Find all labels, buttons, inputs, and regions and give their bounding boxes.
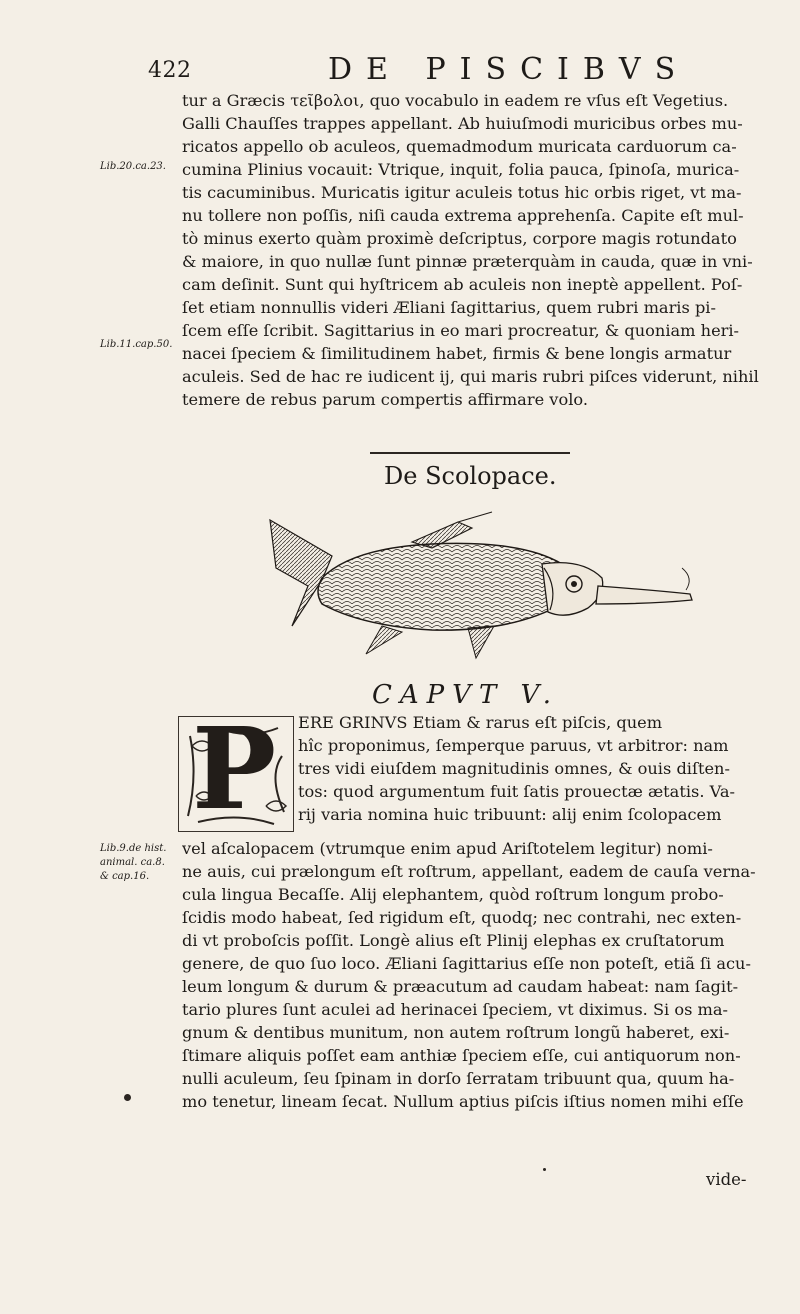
- margin-note: animal. ca.8.: [100, 857, 165, 868]
- text-line: genere, de quo ſuo loco. Æliani ſagittarius eſſe non poteſt, etiã ſi acu-: [182, 954, 751, 973]
- ink-spot: [543, 1168, 546, 1171]
- text-line: cumina Plinius vocauit: Vtrique, inquit, folia pauca, ſpinoſa, murica-: [182, 160, 740, 179]
- text-line: cam deſinit. Sunt qui hyſtricem ab aculeis non ineptè appellent. Poſ-: [182, 275, 743, 294]
- text-line: tres vidi eiuſdem magnitudinis omnes, & ouis diſten-: [298, 759, 730, 778]
- text-line: Galli Chauſſes trappes appellant. Ab huiuſmodi muricibus orbes mu-: [182, 114, 743, 133]
- text-line: ſet etiam nonnullis videri Æliani ſagittarius, quem rubri maris pi-: [182, 298, 716, 317]
- text-line: ſtimare aliquis poſſet eam anthiæ ſpeciem eſſe, cui antiquorum non-: [182, 1046, 741, 1065]
- text-line: vel aſcalopacem (vtrumque enim apud Ariſtotelem legitur) nomi-: [182, 839, 713, 858]
- text-line: ERE GRINVS Etiam & rarus eſt piſcis, quem: [298, 713, 663, 732]
- text-line: tur a Græcis τεῖβολοι, quo vocabulo in eadem re vſus eſt Vegetius.: [182, 91, 729, 110]
- text-line: aculeis. Sed de hac re iudicent ij, qui maris rubri piſces viderunt, nihil: [182, 367, 759, 386]
- text-line: nulli aculeum, ſeu ſpinam in dorſo ſerratam tribuunt qua, quum ha-: [182, 1069, 735, 1088]
- page-number: 422: [148, 58, 192, 83]
- ink-spot: [124, 1094, 131, 1101]
- text-line: temere de rebus parum compertis affirmare volo.: [182, 390, 588, 409]
- text-line: ſcem eſſe ſcribit. Sagittarius in eo mari procreatur, & quoniam heri-: [182, 321, 740, 340]
- text-line: nacei ſpeciem & ſimilitudinem habet, firmis & bene longis armatur: [182, 344, 732, 363]
- text-line: tos: quod argumentum fuit ſatis prouectæ ætatis. Va-: [298, 782, 735, 801]
- margin-note: & cap.16.: [100, 871, 150, 882]
- text-line: leum longum & durum & præacutum ad caudam habeat: nam ſagit-: [182, 977, 739, 996]
- text-line: hîc proponimus, ſemperque paruus, vt arbitror: nam: [298, 736, 729, 755]
- catchword: vide-: [706, 1170, 747, 1189]
- margin-note: Lib.9.de hist.: [100, 843, 167, 854]
- text-line: di vt proboſcis poſſit. Longè alius eſt Plinij elephas ex cruſtatorum: [182, 931, 725, 950]
- initial-letter: P: [192, 704, 277, 835]
- text-line: ne auis, cui prælongum eſt roſtrum, appellant, eadem de cauſa verna-: [182, 862, 756, 881]
- text-line: tis cacuminibus. Muricatis igitur aculeis totus hic orbis riget, vt ma-: [182, 183, 742, 202]
- text-line: ſcidis modo habeat, ſed rigidum eſt, quodq; nec contrahi, nec exten-: [182, 908, 742, 927]
- text-line: & maiore, in quo nullæ ſunt pinnæ præterquàm in cauda, quæ in vni-: [182, 252, 753, 271]
- text-line: rij varia nomina huic tribuunt: alij enim ſcolopacem: [298, 805, 722, 824]
- text-line: gnum & dentibus munitum, non autem roſtrum longũ haberet, exi-: [182, 1023, 730, 1042]
- margin-note: Lib.11.cap.50.: [100, 339, 173, 350]
- running-title: DE PISCIBVS: [328, 52, 690, 87]
- text-line: tario plures ſunt aculei ad herinacei ſpeciem, vt diximus. Si os ma-: [182, 1000, 729, 1019]
- chapter-heading: CAPVT V.: [372, 680, 560, 710]
- text-line: mo tenetur, lineam ſecat. Nullum aptius piſcis iſtius nomen mihi eſſe: [182, 1092, 744, 1111]
- text-line: nu tollere non poſſis, niſi cauda extrema apprehenſa. Capite eſt mul-: [182, 206, 744, 225]
- section-heading: De Scolopace.: [384, 462, 557, 490]
- text-line: cula lingua Becaſſe. Alij elephantem, quòd roſtrum longum probo-: [182, 885, 724, 904]
- text-line: tò minus exerto quàm proximè deſcriptus, corpore magis rotundato: [182, 229, 737, 248]
- text-line: ricatos appello ob aculeos, quemadmodum muricata carduorum ca-: [182, 137, 737, 156]
- margin-note: Lib.20.ca.23.: [100, 161, 166, 172]
